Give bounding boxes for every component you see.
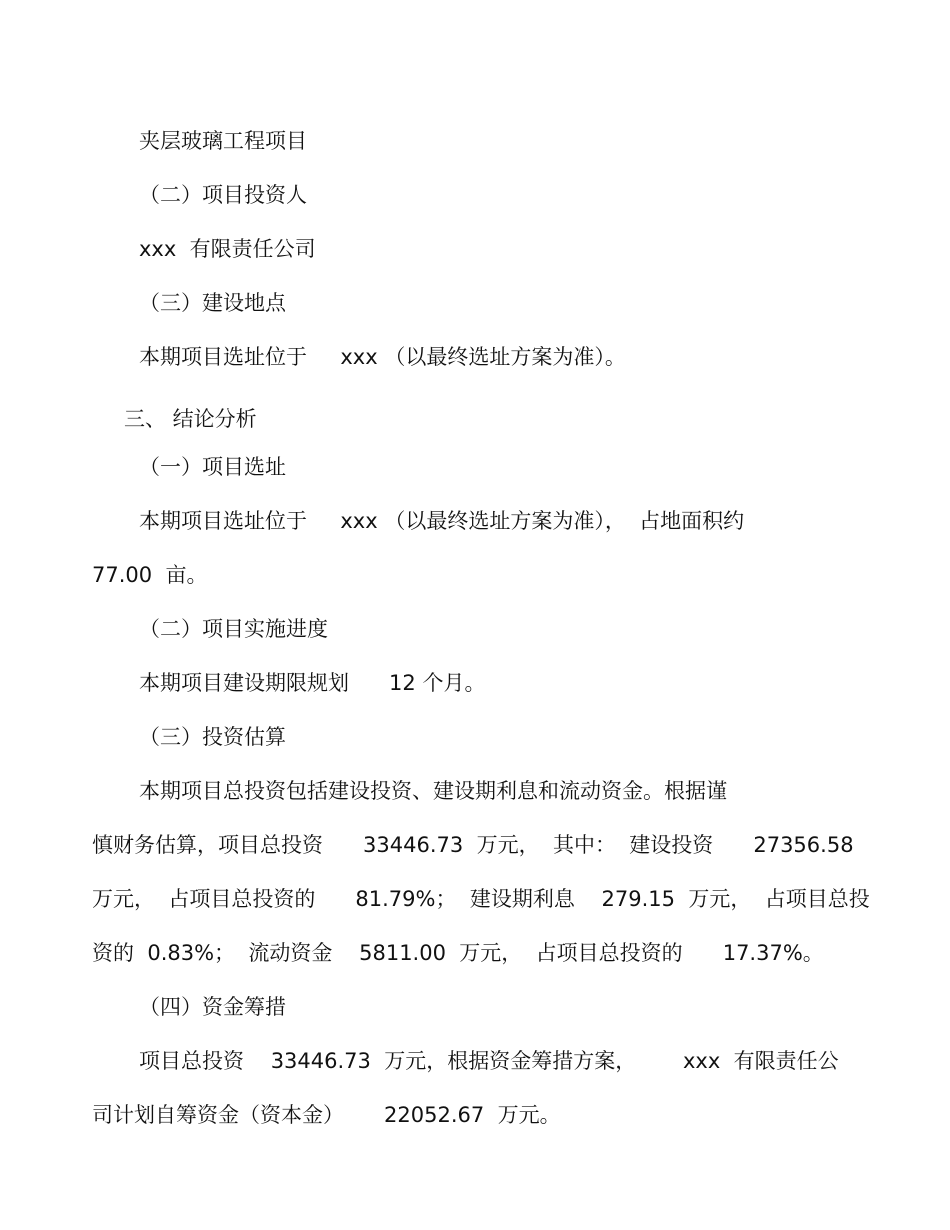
paragraph-location: 本期项目选址位于 xxx （以最终选址方案为准）。 [139,345,626,369]
paragraph-investor: xxx 有限责任公司 [139,237,316,261]
paragraph-site-line-2: 77.00 亩。 [92,563,208,587]
paragraph-financing-line-2: 司计划自筹资金（资本金） 22052.67 万元。 [92,1103,561,1127]
paragraph-schedule: 本期项目建设期限规划 12 个月。 [139,671,486,695]
section-heading-conclusion: 三、 结论分析 [124,407,257,431]
paragraph-financing-line-1: 项目总投资 33446.73 万元，根据资金筹措方案， xxx 有限责任公 [139,1049,839,1073]
heading-site-selection: （一）项目选址 [139,455,286,479]
paragraph-project-name: 夹层玻璃工程项目 [139,129,307,153]
heading-location: （三）建设地点 [139,291,286,315]
paragraph-investment-line-4: 资的 0.83%； 流动资金 5811.00 万元， 占项目总投资的 17.37%。 [92,941,824,965]
heading-investment-estimate: （三）投资估算 [139,725,286,749]
paragraph-investment-line-1: 本期项目总投资包括建设投资、建设期利息和流动资金。根据谨 [139,779,727,803]
paragraph-investment-line-3: 万元， 占项目总投资的 81.79%； 建设期利息 279.15 万元， 占项目总投 [92,887,870,911]
paragraph-investment-line-2: 慎财务估算，项目总投资 33446.73 万元， 其中： 建设投资 27356.58 [92,833,854,857]
heading-investor: （二）项目投资人 [139,183,307,207]
heading-schedule: （二）项目实施进度 [139,617,328,641]
paragraph-site-line-1: 本期项目选址位于 xxx （以最终选址方案为准）， 占地面积约 [139,509,745,533]
heading-financing: （四）资金筹措 [139,995,286,1019]
